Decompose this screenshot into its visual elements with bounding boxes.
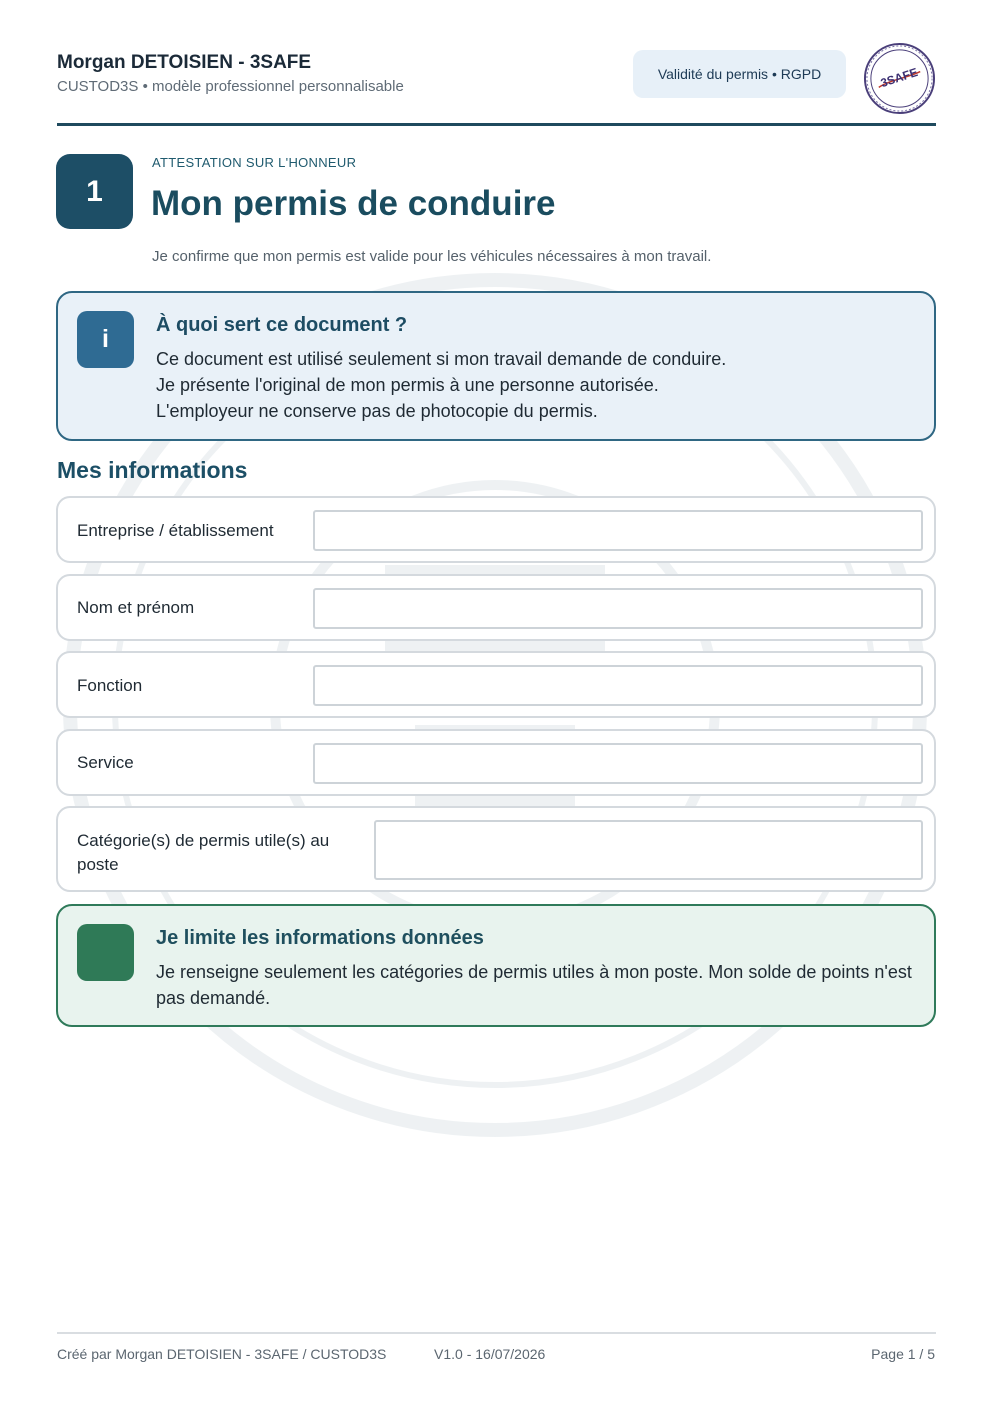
service-input[interactable]	[313, 743, 923, 784]
shield-icon	[77, 924, 134, 981]
info-callout	[56, 291, 936, 441]
info-line: L'employeur ne conserve pas de photocopie du permis.	[156, 401, 598, 421]
nom-prenom-input[interactable]	[313, 588, 923, 629]
field-label: Fonction	[77, 676, 143, 695]
info-callout-title: À quoi sert ce document ?	[156, 314, 408, 336]
data-minimisation-callout	[56, 904, 936, 1027]
field-row-fonction	[56, 651, 936, 718]
footer-divider	[57, 1332, 936, 1334]
categories-permis-input[interactable]	[374, 820, 923, 880]
field-label: Entreprise / établissement	[77, 521, 274, 540]
entreprise-input[interactable]	[313, 510, 923, 551]
company-seal-logo	[863, 42, 936, 115]
footer-created-by: Créé par Morgan DETOISIEN - 3SAFE / CUSTOD3S	[57, 1346, 387, 1362]
step-eyebrow: ATTESTATION SUR L'HONNEUR	[152, 155, 357, 170]
info-icon: i	[77, 311, 134, 368]
info-line: Ce document est utilisé seulement si mon travail demande de conduire.	[156, 349, 727, 369]
footer-page-number: Page 1 / 5	[871, 1346, 935, 1362]
topic-pill: Validité du permis • RGPD	[633, 50, 846, 98]
field-row-entreprise	[56, 496, 936, 563]
footer-version: V1.0 - 16/07/2026	[434, 1346, 546, 1362]
fonction-input[interactable]	[313, 665, 923, 706]
header-subtitle: CUSTOD3S • modèle professionnel personnalisable	[57, 78, 404, 95]
field-label: Service	[77, 753, 134, 772]
data-callout-body: Je renseigne seulement les catégories de permis utiles à mon poste. Mon solde de points n'est pas demandé.	[156, 962, 912, 1008]
page-header	[57, 52, 936, 127]
field-label: Catégorie(s) de permis utile(s) au poste	[77, 831, 330, 874]
field-row-categories	[56, 806, 936, 892]
section-title: Mes informations	[57, 457, 248, 483]
field-row-nom	[56, 574, 936, 641]
step-number-badge: 1	[56, 154, 133, 229]
header-divider	[57, 123, 936, 126]
info-line: Je présente l'original de mon permis à une personne autorisée.	[156, 375, 659, 395]
field-row-service	[56, 729, 936, 796]
info-callout-body	[156, 346, 916, 424]
svg-text:3SAFE: 3SAFE	[878, 64, 920, 91]
data-callout-title: Je limite les informations données	[156, 927, 484, 949]
lead-text: Je confirme que mon permis est valide pour les véhicules nécessaires à mon travail.	[152, 248, 712, 265]
page-title: Mon permis de conduire	[151, 184, 556, 223]
field-label: Nom et prénom	[77, 598, 195, 617]
author-name: Morgan DETOISIEN - 3SAFE	[57, 52, 312, 73]
